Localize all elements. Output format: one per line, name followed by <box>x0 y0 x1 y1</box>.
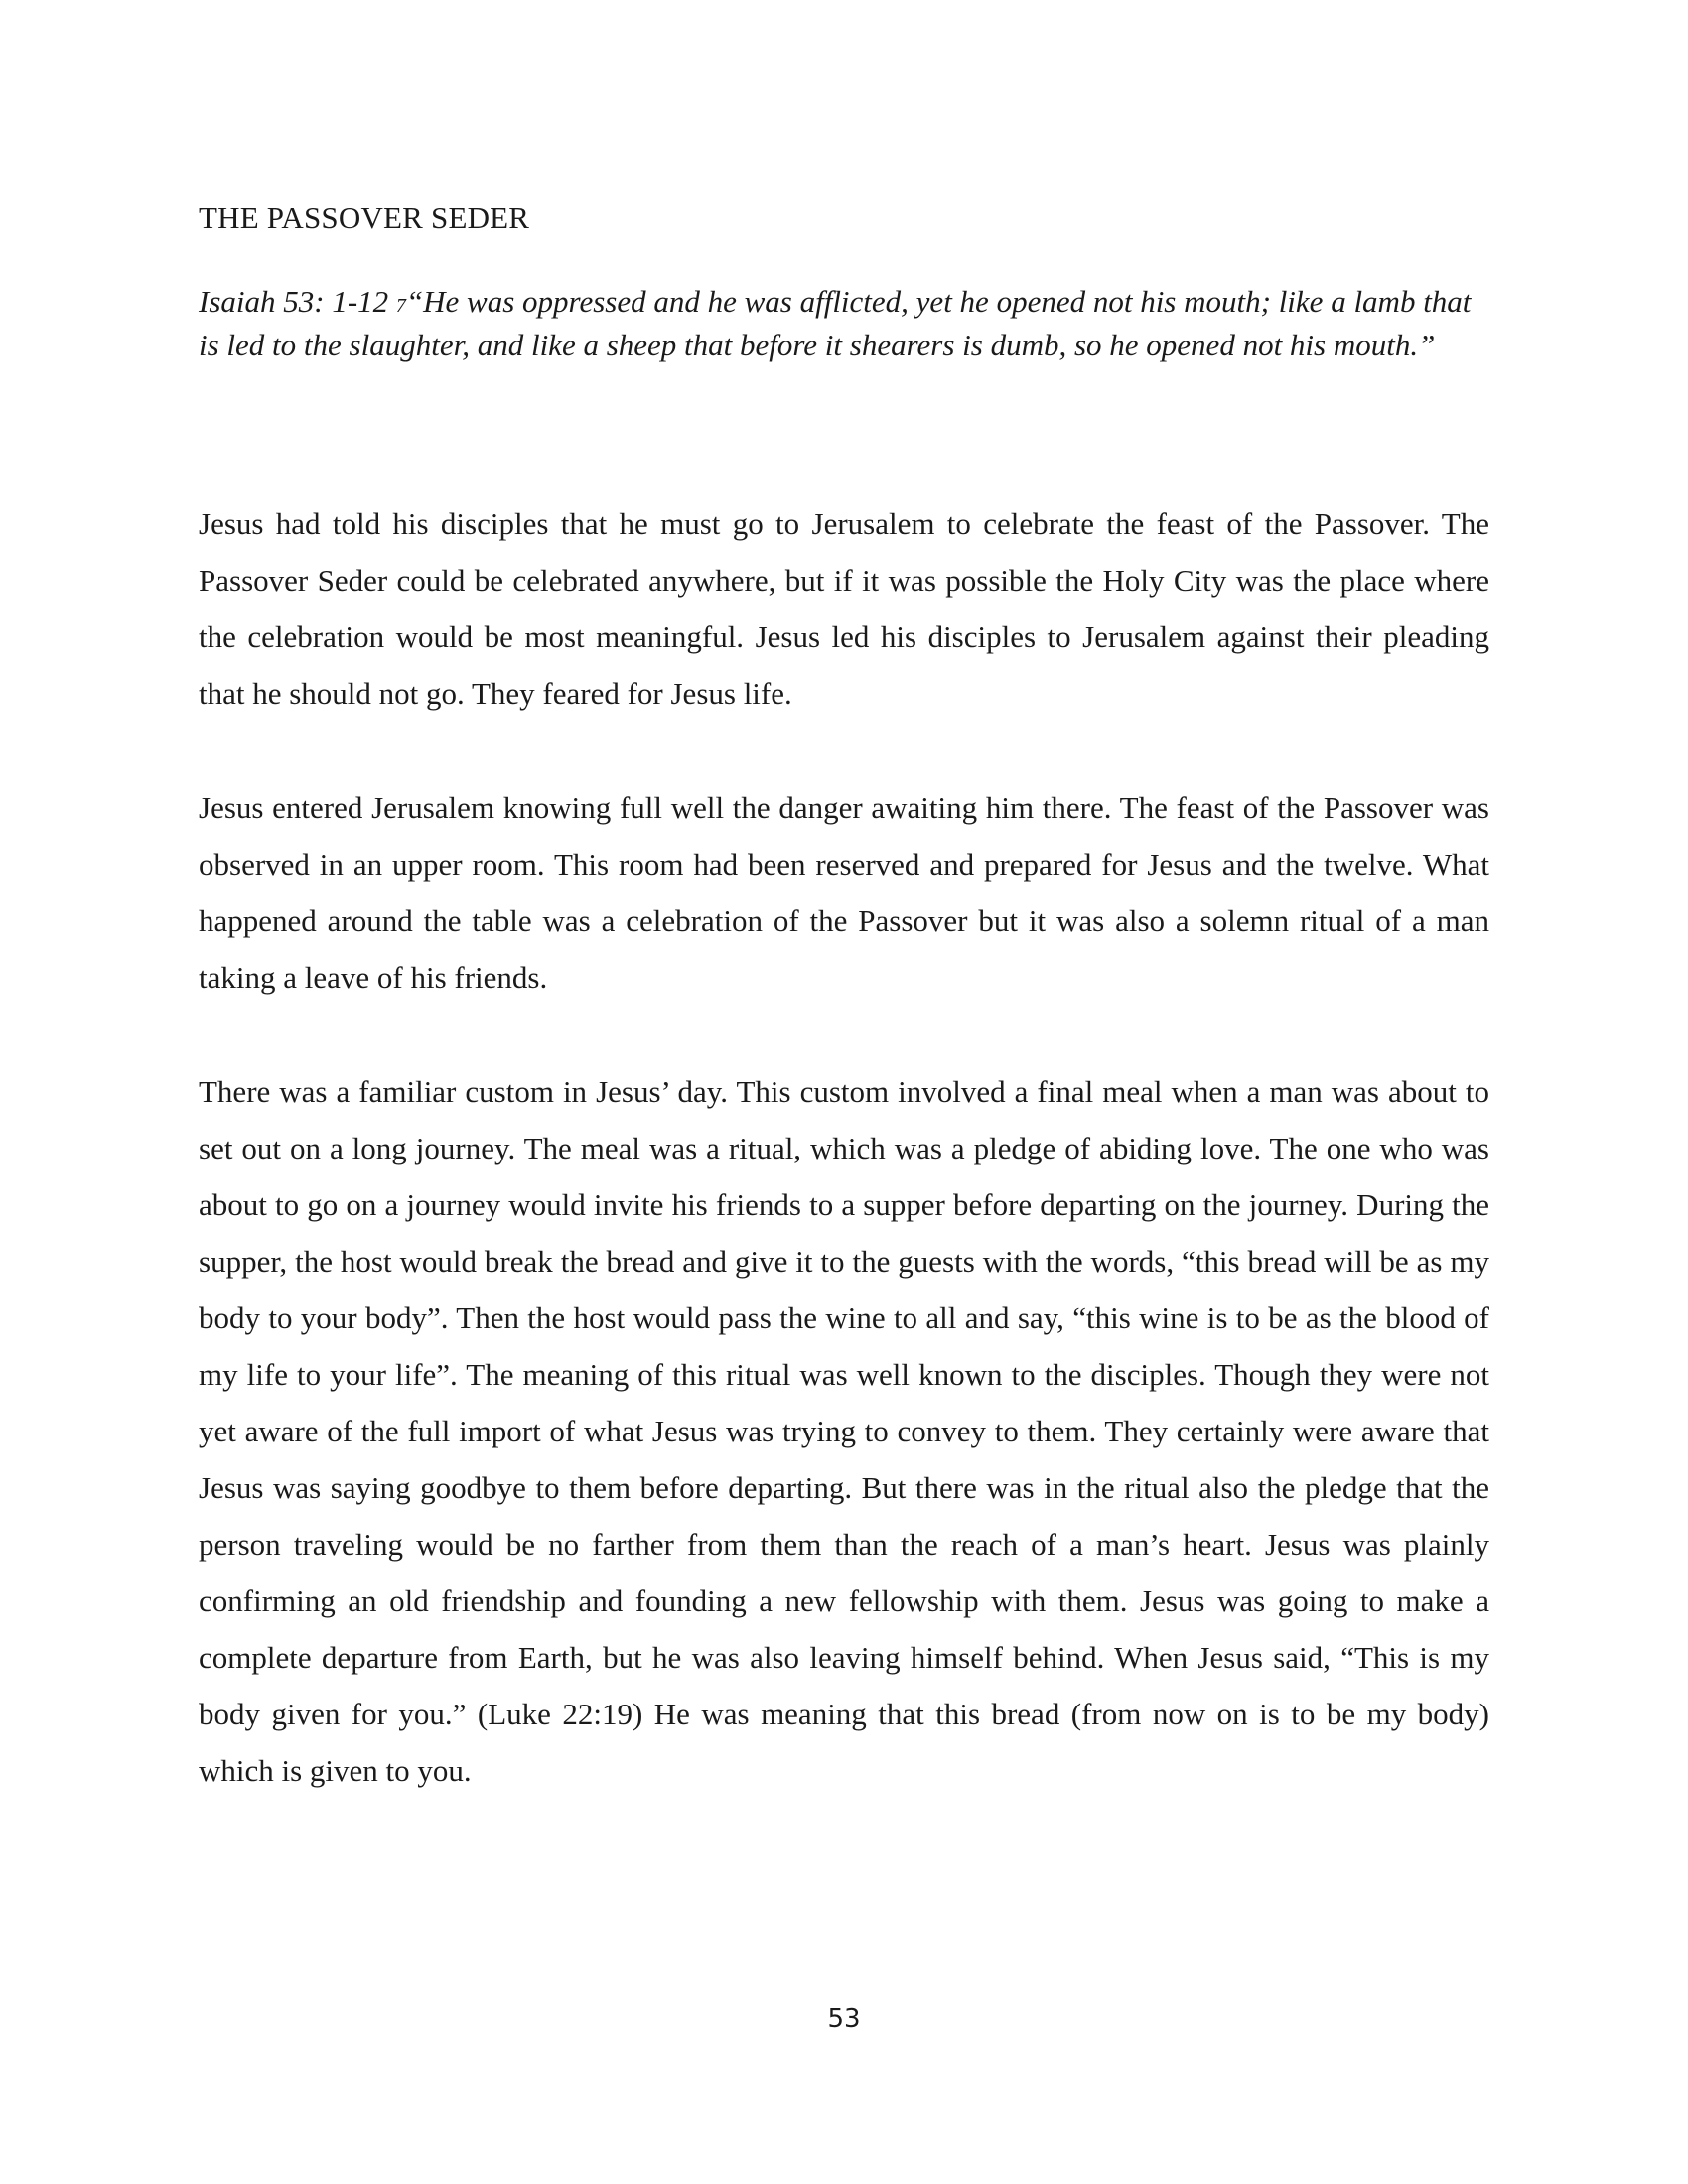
scripture-epigraph <box>199 282 1489 365</box>
verse-number: 7 <box>395 295 406 317</box>
body-paragraph: There was a familiar custom in Jesus’ day. This custom involved a final meal when a man was about to set out on a long journey. The meal was a ritual, which was a pledge of abiding love. The one who was about to go on a journey would invite his friends to a supper before departing on the journey. During the supper, the host would break the bread and give it to the guests with the words, “this bread will be as my body to your body”. Then the host would pass the wine to all and say, “this wine is to be as the blood of my life to your life”. The meaning of this ritual was well known to the disciples. Though they were not yet aware of the full import of what Jesus was trying to convey to them. They certainly were aware that Jesus was saying goodbye to them before departing. But there was in the ritual also the pledge that the person traveling would be no farther from them than the reach of a man’s heart. Jesus was plainly confirming an old friendship and founding a new fellowship with them. Jesus was going to make a complete departure from Earth, but he was also leaving himself behind. When Jesus said, “This is my body given for you.” (Luke 22:19) He was meaning that this bread (from now on is to be my body) which is given to you. <box>199 1074 1489 1788</box>
page-number: 53 <box>827 2004 861 2034</box>
body-paragraph: Jesus entered Jerusalem knowing full well the danger awaiting him there. The feast of the Passover was observed in an upper room. This room had been reserved and prepared for Jesus and the twelve. What happened around the table was a celebration of the Passover but it was also a solemn ritual of a man taking a leave of his friends. <box>199 790 1489 995</box>
body-paragraph: Jesus had told his disciples that he must go to Jerusalem to celebrate the feast of the Passover. The Passover Seder could be celebrated anywhere, but if it was possible the Holy City was the place where the celebration would be most meaningful. Jesus led his disciples to Jerusalem against their pleading that he should not go. They feared for Jesus life. <box>199 506 1489 711</box>
scripture-quote: “He was oppressed and he was afflicted, yet he opened not his mouth; like a lamb that is led to the slaughter, and like a sheep that before it shearers is dumb, so he opened not his mouth.” <box>199 284 1472 362</box>
scripture-reference: Isaiah 53: 1-12 <box>199 284 396 319</box>
chapter-heading: THE PASSOVER SEDER <box>199 201 530 235</box>
